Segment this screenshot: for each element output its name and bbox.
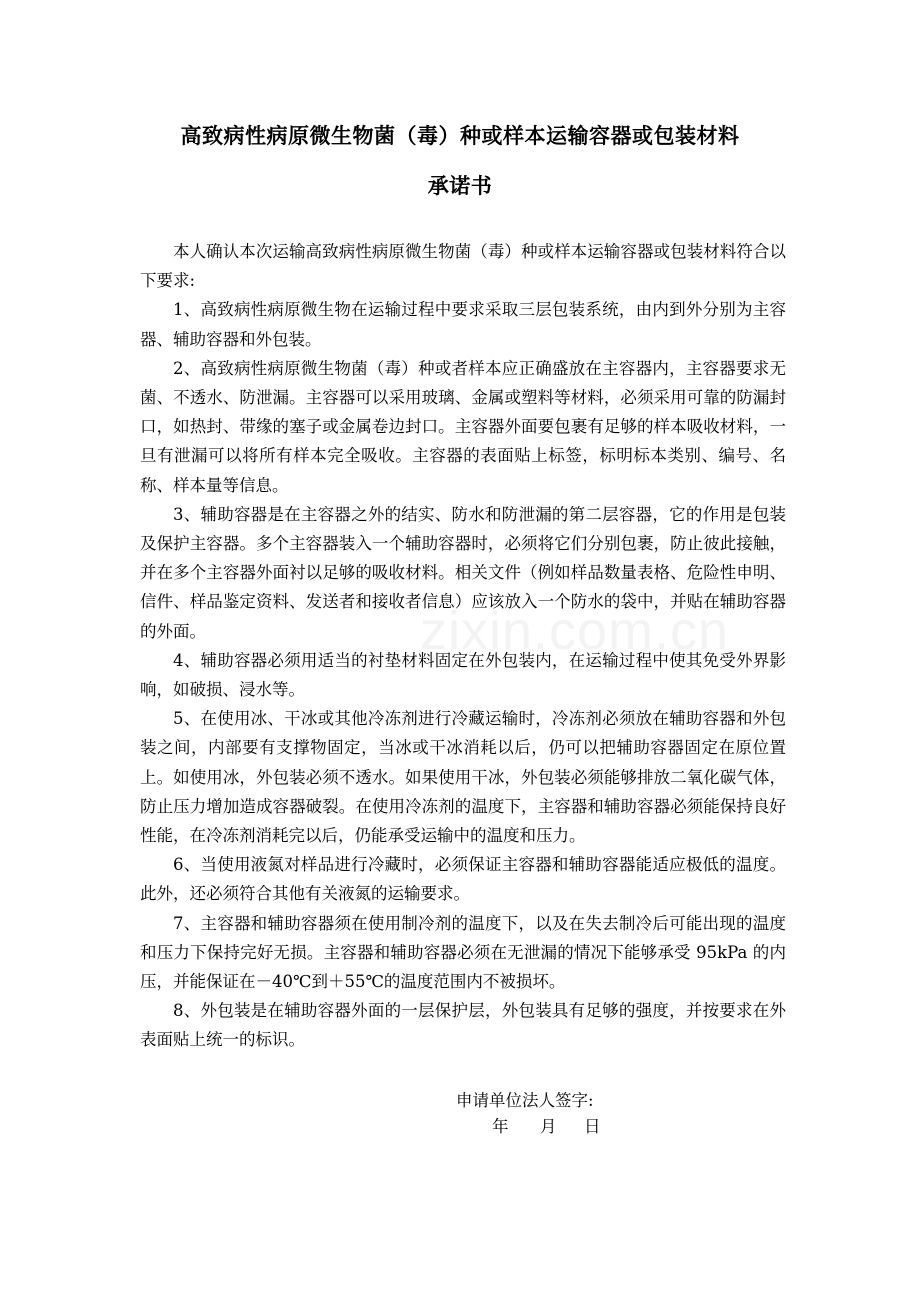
requirement-paragraph-1: 1、高致病性病原微生物在运输过程中要求采取三层包装系统，由内到外分别为主容器、辅助容器和外包装。 bbox=[140, 300, 786, 349]
requirement-paragraph-6: 6、当使用液氮对样品进行冷藏时，必须保证主容器和辅助容器能适应极低的温度。此外，还必须符合其他有关液氮的运输要求。 bbox=[140, 855, 786, 904]
date-line bbox=[492, 1112, 601, 1141]
requirement-paragraph-5: 5、在使用冰、干冰或其他冷冻剂进行冷藏运输时，冷冻剂必须放在辅助容器和外包装之间，内部要有支撑物固定，当冰或干冰消耗以后，仍可以把辅助容器固定在原位置上。如使用冰，外包装必须不透水。如果使用干冰，外包装必须能够排放二氧化碳气体，防止压力增加造成容器破裂。在使用冷冻剂的温度下，主容器和辅助容器必须能保持良好性能，在冷冻剂消耗完以后，仍能承受运输中的温度和压力。 bbox=[140, 709, 786, 846]
watermark: zixin.com.cn bbox=[420, 601, 730, 661]
date-year-label: 年 bbox=[492, 1117, 509, 1136]
requirement-paragraph-3: 3、辅助容器是在主容器之外的结实、防水和防泄漏的第二层容器，它的作用是包装及保护主容器。多个主容器装入一个辅助容器时，必须将它们分别包裹，防止彼此接触，并在多个主容器外面衬以足够的吸收材料。相关文件（例如样品数量表格、危险性申明、信件、样品鉴定资料、发送者和接收者信息）应该放入一个防水的袋中，并贴在辅助容器的外面。 bbox=[140, 504, 786, 641]
document-title: 高致病性病原微生物菌（毒）种或样本运输容器或包装材料 bbox=[180, 123, 740, 148]
document-subtitle: 承诺书 bbox=[427, 173, 493, 198]
requirement-paragraph-4: 4、辅助容器必须用适当的衬垫材料固定在外包装内，在运输过程中使其免受外界影响，如破损、浸水等。 bbox=[140, 650, 786, 700]
requirement-paragraph-2: 2、高致病性病原微生物菌（毒）种或者样本应正确盛放在主容器内，主容器要求无菌、不透水、防泄漏。主容器可以采用玻璃、金属或塑料等材料，必须采用可靠的防漏封口，如热封、带缘的塞子或金属卷边封口。主容器外面要包裹有足够的样本吸收材料，一旦有泄漏可以将所有样本完全吸收。主容器的表面贴上标签，标明标本类别、编号、名称、样本量等信息。 bbox=[140, 358, 786, 495]
date-day-label: 日 bbox=[584, 1117, 601, 1136]
requirement-paragraph-8: 8、外包装是在辅助容器外面的一层保护层，外包装具有足够的强度，并按要求在外表面贴上统一的标识。 bbox=[140, 1001, 786, 1050]
requirement-paragraph-7: 7、主容器和辅助容器须在使用制冷剂的温度下，以及在失去制冷后可能出现的温度和压力下保持完好无损。主容器和辅助容器必须在无泄漏的情况下能够承受 95kPa 的内压，并能保证在－40℃到＋55℃的温度范围内不被损坏。 bbox=[140, 913, 786, 992]
date-month-label: 月 bbox=[540, 1117, 557, 1136]
signature-label: 申请单位法人签字: bbox=[456, 1091, 594, 1110]
document-body bbox=[140, 237, 786, 1055]
intro-paragraph: 本人确认本次运输高致病性病原微生物菌（毒）种或样本运输容器或包装材料符合以下要求: bbox=[140, 242, 786, 291]
